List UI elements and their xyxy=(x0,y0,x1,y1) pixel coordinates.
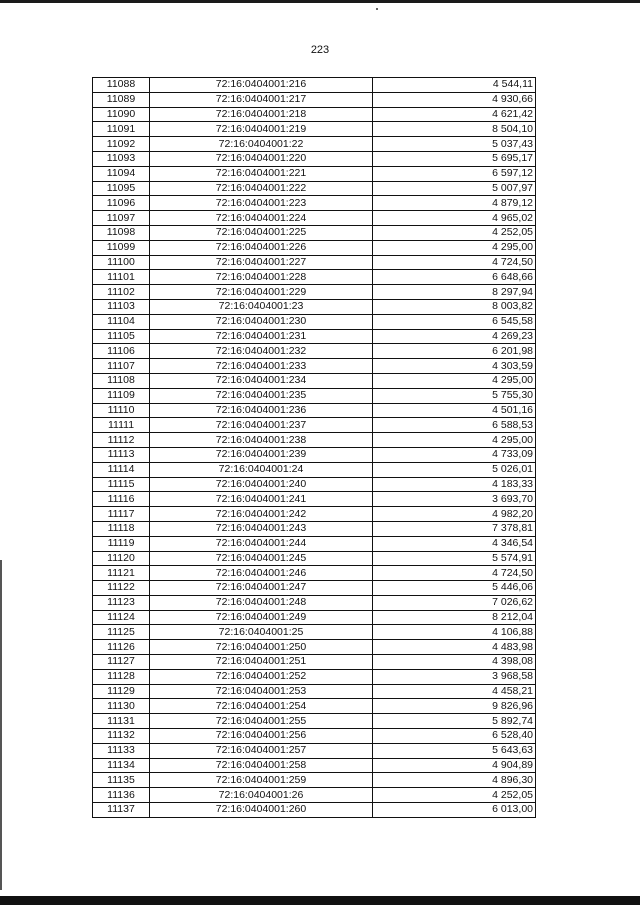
cadastral-number-cell: 72:16:0404001:221 xyxy=(150,166,373,181)
row-number-cell: 11117 xyxy=(93,507,150,522)
row-number-cell: 11115 xyxy=(93,477,150,492)
area-cell: 4 501,16 xyxy=(373,403,536,418)
row-number-cell: 11102 xyxy=(93,285,150,300)
table-row xyxy=(93,78,536,93)
area-cell: 8 212,04 xyxy=(373,610,536,625)
row-number-cell: 11088 xyxy=(93,78,150,93)
area-cell: 8 003,82 xyxy=(373,299,536,314)
scan-bottom-border xyxy=(0,896,640,905)
row-number-cell: 11137 xyxy=(93,803,150,818)
area-cell: 9 826,96 xyxy=(373,699,536,714)
row-number-cell: 11096 xyxy=(93,196,150,211)
table-row xyxy=(93,418,536,433)
cadastral-number-cell: 72:16:0404001:253 xyxy=(150,684,373,699)
cadastral-number-cell: 72:16:0404001:245 xyxy=(150,551,373,566)
row-number-cell: 11107 xyxy=(93,359,150,374)
row-number-cell: 11135 xyxy=(93,773,150,788)
row-number-cell: 11105 xyxy=(93,329,150,344)
row-number-cell: 11129 xyxy=(93,684,150,699)
table-row xyxy=(93,211,536,226)
row-number-cell: 11132 xyxy=(93,729,150,744)
row-number-cell: 11128 xyxy=(93,669,150,684)
page-number: 223 xyxy=(310,44,330,56)
table-row xyxy=(93,181,536,196)
table-row xyxy=(93,477,536,492)
table-row xyxy=(93,299,536,314)
area-cell: 6 545,58 xyxy=(373,314,536,329)
table-row xyxy=(93,462,536,477)
row-number-cell: 11113 xyxy=(93,447,150,462)
area-cell: 4 621,42 xyxy=(373,107,536,122)
table-row xyxy=(93,492,536,507)
table-row xyxy=(93,655,536,670)
cadastral-number-cell: 72:16:0404001:225 xyxy=(150,225,373,240)
table-row xyxy=(93,255,536,270)
area-cell: 4 398,08 xyxy=(373,655,536,670)
area-cell: 4 930,66 xyxy=(373,92,536,107)
cadastral-number-cell: 72:16:0404001:258 xyxy=(150,758,373,773)
cadastral-number-cell: 72:16:0404001:234 xyxy=(150,373,373,388)
table-row xyxy=(93,240,536,255)
cadastral-number-cell: 72:16:0404001:217 xyxy=(150,92,373,107)
row-number-cell: 11097 xyxy=(93,211,150,226)
area-cell: 4 183,33 xyxy=(373,477,536,492)
parcel-table-body xyxy=(93,78,536,818)
area-cell: 5 446,06 xyxy=(373,581,536,596)
row-number-cell: 11108 xyxy=(93,373,150,388)
area-cell: 5 643,63 xyxy=(373,743,536,758)
area-cell: 4 303,59 xyxy=(373,359,536,374)
cadastral-number-cell: 72:16:0404001:232 xyxy=(150,344,373,359)
table-row xyxy=(93,314,536,329)
table-row xyxy=(93,151,536,166)
cadastral-number-cell: 72:16:0404001:236 xyxy=(150,403,373,418)
row-number-cell: 11134 xyxy=(93,758,150,773)
row-number-cell: 11089 xyxy=(93,92,150,107)
cadastral-number-cell: 72:16:0404001:255 xyxy=(150,714,373,729)
row-number-cell: 11125 xyxy=(93,625,150,640)
row-number-cell: 11118 xyxy=(93,521,150,536)
area-cell: 6 528,40 xyxy=(373,729,536,744)
area-cell: 4 106,88 xyxy=(373,625,536,640)
cadastral-number-cell: 72:16:0404001:241 xyxy=(150,492,373,507)
area-cell: 5 007,97 xyxy=(373,181,536,196)
row-number-cell: 11091 xyxy=(93,122,150,137)
table-row xyxy=(93,92,536,107)
cadastral-number-cell: 72:16:0404001:259 xyxy=(150,773,373,788)
row-number-cell: 11104 xyxy=(93,314,150,329)
area-cell: 4 904,89 xyxy=(373,758,536,773)
cadastral-number-cell: 72:16:0404001:248 xyxy=(150,595,373,610)
cadastral-number-cell: 72:16:0404001:240 xyxy=(150,477,373,492)
table-row xyxy=(93,773,536,788)
table-row xyxy=(93,329,536,344)
table-row xyxy=(93,729,536,744)
row-number-cell: 11111 xyxy=(93,418,150,433)
table-row xyxy=(93,743,536,758)
cadastral-number-cell: 72:16:0404001:235 xyxy=(150,388,373,403)
table-row xyxy=(93,714,536,729)
row-number-cell: 11106 xyxy=(93,344,150,359)
area-cell: 4 252,05 xyxy=(373,788,536,803)
area-cell: 4 269,23 xyxy=(373,329,536,344)
row-number-cell: 11120 xyxy=(93,551,150,566)
row-number-cell: 11123 xyxy=(93,595,150,610)
row-number-cell: 11099 xyxy=(93,240,150,255)
cadastral-number-cell: 72:16:0404001:26 xyxy=(150,788,373,803)
area-cell: 4 458,21 xyxy=(373,684,536,699)
table-row xyxy=(93,388,536,403)
area-cell: 4 346,54 xyxy=(373,536,536,551)
cadastral-number-cell: 72:16:0404001:256 xyxy=(150,729,373,744)
cadastral-number-cell: 72:16:0404001:216 xyxy=(150,78,373,93)
row-number-cell: 11098 xyxy=(93,225,150,240)
cadastral-number-cell: 72:16:0404001:257 xyxy=(150,743,373,758)
table-row xyxy=(93,107,536,122)
area-cell: 4 896,30 xyxy=(373,773,536,788)
row-number-cell: 11121 xyxy=(93,566,150,581)
cadastral-number-cell: 72:16:0404001:250 xyxy=(150,640,373,655)
row-number-cell: 11103 xyxy=(93,299,150,314)
cadastral-number-cell: 72:16:0404001:218 xyxy=(150,107,373,122)
cadastral-number-cell: 72:16:0404001:230 xyxy=(150,314,373,329)
row-number-cell: 11095 xyxy=(93,181,150,196)
table-row xyxy=(93,803,536,818)
table-row xyxy=(93,344,536,359)
cadastral-number-cell: 72:16:0404001:231 xyxy=(150,329,373,344)
area-cell: 4 879,12 xyxy=(373,196,536,211)
table-row xyxy=(93,196,536,211)
row-number-cell: 11126 xyxy=(93,640,150,655)
area-cell: 7 026,62 xyxy=(373,595,536,610)
row-number-cell: 11094 xyxy=(93,166,150,181)
row-number-cell: 11136 xyxy=(93,788,150,803)
cadastral-number-cell: 72:16:0404001:237 xyxy=(150,418,373,433)
row-number-cell: 11119 xyxy=(93,536,150,551)
row-number-cell: 11133 xyxy=(93,743,150,758)
cadastral-number-cell: 72:16:0404001:229 xyxy=(150,285,373,300)
table-row xyxy=(93,581,536,596)
cadastral-number-cell: 72:16:0404001:22 xyxy=(150,137,373,152)
area-cell: 4 295,00 xyxy=(373,433,536,448)
table-row xyxy=(93,788,536,803)
cadastral-number-cell: 72:16:0404001:223 xyxy=(150,196,373,211)
area-cell: 4 483,98 xyxy=(373,640,536,655)
row-number-cell: 11090 xyxy=(93,107,150,122)
table-row xyxy=(93,625,536,640)
cadastral-number-cell: 72:16:0404001:24 xyxy=(150,462,373,477)
table-row xyxy=(93,225,536,240)
cadastral-number-cell: 72:16:0404001:247 xyxy=(150,581,373,596)
area-cell: 3 693,70 xyxy=(373,492,536,507)
row-number-cell: 11101 xyxy=(93,270,150,285)
cadastral-number-cell: 72:16:0404001:222 xyxy=(150,181,373,196)
area-cell: 6 588,53 xyxy=(373,418,536,433)
row-number-cell: 11112 xyxy=(93,433,150,448)
cadastral-number-cell: 72:16:0404001:23 xyxy=(150,299,373,314)
table-row xyxy=(93,359,536,374)
parcel-table xyxy=(92,77,536,818)
area-cell: 5 892,74 xyxy=(373,714,536,729)
table-row xyxy=(93,521,536,536)
cadastral-number-cell: 72:16:0404001:226 xyxy=(150,240,373,255)
row-number-cell: 11131 xyxy=(93,714,150,729)
table-row xyxy=(93,285,536,300)
cadastral-number-cell: 72:16:0404001:220 xyxy=(150,151,373,166)
row-number-cell: 11122 xyxy=(93,581,150,596)
cadastral-number-cell: 72:16:0404001:252 xyxy=(150,669,373,684)
area-cell: 5 026,01 xyxy=(373,462,536,477)
table-row xyxy=(93,137,536,152)
area-cell: 8 297,94 xyxy=(373,285,536,300)
area-cell: 6 013,00 xyxy=(373,803,536,818)
table-row xyxy=(93,640,536,655)
row-number-cell: 11124 xyxy=(93,610,150,625)
area-cell: 6 648,66 xyxy=(373,270,536,285)
cadastral-number-cell: 72:16:0404001:244 xyxy=(150,536,373,551)
cadastral-number-cell: 72:16:0404001:224 xyxy=(150,211,373,226)
area-cell: 5 695,17 xyxy=(373,151,536,166)
row-number-cell: 11093 xyxy=(93,151,150,166)
area-cell: 4 724,50 xyxy=(373,566,536,581)
table-row xyxy=(93,507,536,522)
area-cell: 3 968,58 xyxy=(373,669,536,684)
scan-top-border xyxy=(0,0,640,3)
cadastral-number-cell: 72:16:0404001:246 xyxy=(150,566,373,581)
area-cell: 4 733,09 xyxy=(373,447,536,462)
table-row xyxy=(93,122,536,137)
area-cell: 8 504,10 xyxy=(373,122,536,137)
row-number-cell: 11116 xyxy=(93,492,150,507)
table-row xyxy=(93,403,536,418)
area-cell: 4 295,00 xyxy=(373,373,536,388)
area-cell: 4 982,20 xyxy=(373,507,536,522)
area-cell: 4 965,02 xyxy=(373,211,536,226)
cadastral-number-cell: 72:16:0404001:25 xyxy=(150,625,373,640)
row-number-cell: 11130 xyxy=(93,699,150,714)
table-row xyxy=(93,433,536,448)
cadastral-number-cell: 72:16:0404001:228 xyxy=(150,270,373,285)
cadastral-number-cell: 72:16:0404001:242 xyxy=(150,507,373,522)
row-number-cell: 11109 xyxy=(93,388,150,403)
cadastral-number-cell: 72:16:0404001:251 xyxy=(150,655,373,670)
area-cell: 5 574,91 xyxy=(373,551,536,566)
table-row xyxy=(93,447,536,462)
table-row xyxy=(93,684,536,699)
cadastral-number-cell: 72:16:0404001:243 xyxy=(150,521,373,536)
cadastral-number-cell: 72:16:0404001:227 xyxy=(150,255,373,270)
table-row xyxy=(93,551,536,566)
area-cell: 7 378,81 xyxy=(373,521,536,536)
area-cell: 4 252,05 xyxy=(373,225,536,240)
cadastral-number-cell: 72:16:0404001:238 xyxy=(150,433,373,448)
cadastral-number-cell: 72:16:0404001:233 xyxy=(150,359,373,374)
area-cell: 6 597,12 xyxy=(373,166,536,181)
scan-speck xyxy=(376,8,378,10)
table-row xyxy=(93,270,536,285)
row-number-cell: 11092 xyxy=(93,137,150,152)
table-row xyxy=(93,669,536,684)
table-row xyxy=(93,610,536,625)
table-row xyxy=(93,758,536,773)
table-row xyxy=(93,166,536,181)
cadastral-number-cell: 72:16:0404001:249 xyxy=(150,610,373,625)
scan-left-edge xyxy=(0,560,2,890)
table-row xyxy=(93,566,536,581)
area-cell: 5 037,43 xyxy=(373,137,536,152)
area-cell: 4 544,11 xyxy=(373,78,536,93)
area-cell: 4 724,50 xyxy=(373,255,536,270)
cadastral-number-cell: 72:16:0404001:239 xyxy=(150,447,373,462)
row-number-cell: 11114 xyxy=(93,462,150,477)
table-row xyxy=(93,536,536,551)
cadastral-number-cell: 72:16:0404001:260 xyxy=(150,803,373,818)
table-row xyxy=(93,595,536,610)
table-row xyxy=(93,373,536,388)
row-number-cell: 11127 xyxy=(93,655,150,670)
row-number-cell: 11100 xyxy=(93,255,150,270)
area-cell: 4 295,00 xyxy=(373,240,536,255)
cadastral-number-cell: 72:16:0404001:219 xyxy=(150,122,373,137)
table-row xyxy=(93,699,536,714)
area-cell: 6 201,98 xyxy=(373,344,536,359)
row-number-cell: 11110 xyxy=(93,403,150,418)
cadastral-number-cell: 72:16:0404001:254 xyxy=(150,699,373,714)
area-cell: 5 755,30 xyxy=(373,388,536,403)
